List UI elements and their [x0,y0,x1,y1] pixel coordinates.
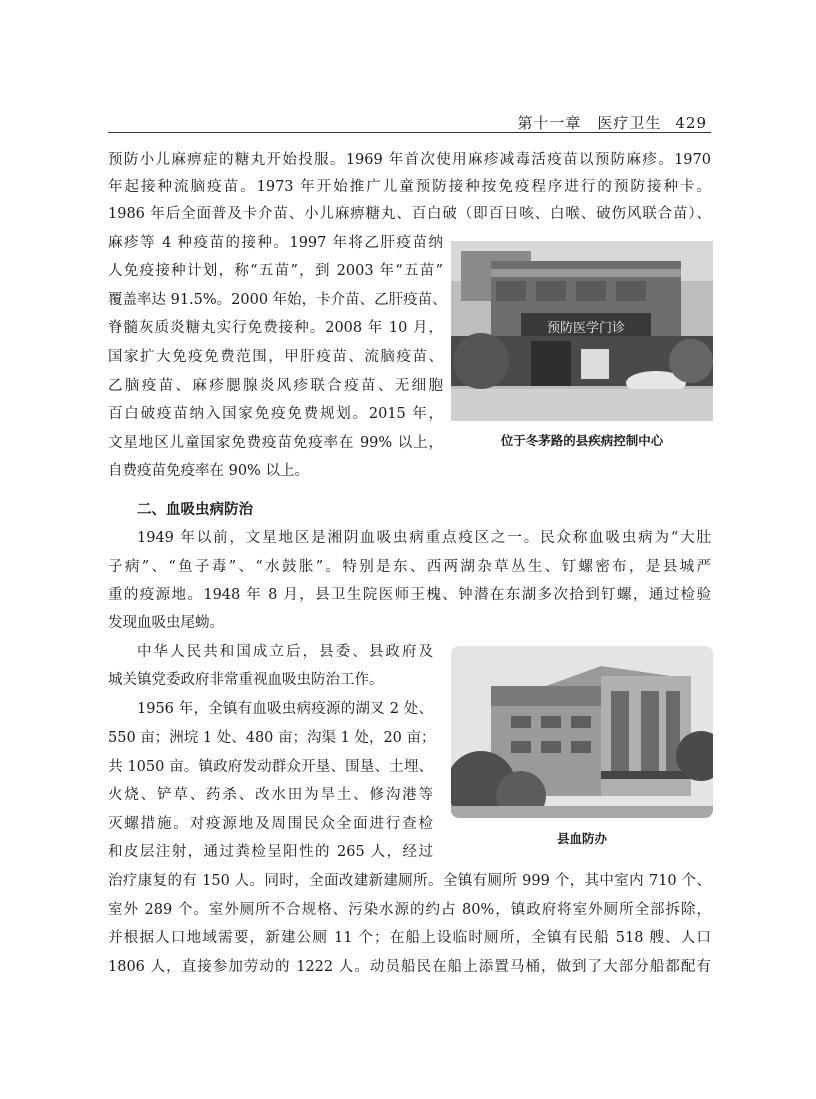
text-line: 治疗康复的有 150 人。同时，全面改建新建厕所。全镇有厕所 999 个，其中室内 710 个、 [108,873,711,889]
text-line: 1986 年后全面普及卡介苗、小儿麻痹糖丸、百白破（即百日咳、白喉、破伤风联合苗）、 [108,206,711,222]
text-line: 麻疹等 4 种疫苗的接种。1997 年将乙肝疫苗纳 [108,235,443,251]
running-head [517,112,707,133]
text-line: 1949 年以前，文星地区是湘阴血吸虫病重点疫区之一。民众称血吸虫病为“大肚 [137,530,711,546]
text-line: 灭螺措施。对疫源地及周围民众全面进行查检 [108,816,433,832]
text-line: 共 1050 亩。镇政府发动群众开垦、围垦、土埋、 [108,759,433,775]
text-line: 中华人民共和国成立后，县委、县政府及 [137,644,433,660]
text-line: 和皮层注射，通过粪检呈阳性的 265 人，经过 [108,844,433,860]
text-line: 550 亩；洲垸 1 处、480 亩；沟渠 1 处，20 亩； [108,730,436,746]
text-line: 1956 年，全镇有血吸虫病疫源的湖叉 2 处、 [137,701,433,717]
text-line: 重的疫源地。1948 年 8 月，县卫生院医师王槐、钟潜在东湖多次拾到钉螺，通过检验 [108,587,711,603]
cdc-building-photo [451,241,713,421]
section-heading: 二、血吸虫病防治 [137,502,253,518]
photo-caption: 位于冬茅路的县疾病控制中心 [500,433,664,448]
office-building-image [451,646,713,818]
text-line: 1806 人，直接参加劳动的 1222 人。动员船民在船上添置马桶，做到了大部分船都配有 [108,959,711,975]
text-line: 预防小儿麻痹症的糖丸开始投服。1969 年首次使用麻疹减毒活疫苗以预防麻疹。1970 [108,152,711,168]
photo-caption: 县血防办 [556,831,607,846]
text-line: 并根据人口地域需要，新建公厕 11 个；在船上设临时厕所，全镇有民船 518 艘、人口 [108,930,711,946]
text-line: 文星地区儿童国家免费疫苗免疫率在 99% 以上， [108,435,443,451]
text-line: 自费疫苗免疫率在 90% 以上。 [108,463,309,479]
text-line: 脊髓灰质炎糖丸实行免费接种。2008 年 10 月， [108,320,443,336]
text-line: 覆盖率达 91.5%。2000 年始，卡介苗、乙肝疫苗、 [108,292,447,308]
text-line: 火烧、铲草、药杀、改水田为旱土、修沟港等 [108,787,433,803]
text-line: 室外 289 个。室外厕所不合规格、污染水源的约占 80%，镇政府将室外厕所全部拆除， [108,902,711,918]
text-line: 年起接种流脑疫苗。1973 年开始推广儿童预防接种按免疫程序进行的预防接种卡。 [108,179,711,195]
cdc-building-image [451,241,713,421]
schistosomiasis-office-photo [451,646,713,818]
text-line: 百白破疫苗纳入国家免疫免费规划。2015 年， [108,406,443,422]
page-header [108,112,711,133]
text-line: 人免疫接种计划，称“五苗”，到 2003 年“五苗” [108,263,443,279]
text-line: 子病”、“鱼子毒”、“水鼓胀”。特别是东、西两湖杂草丛生、钉螺密布，是县城严 [108,559,711,575]
page-number: 429 [675,114,707,132]
text-line: 国家扩大免疫免费范围，甲肝疫苗、流脑疫苗、 [108,349,443,365]
chapter-title: 第十一章 医疗卫生 [517,114,662,132]
text-line: 城关镇党委政府非常重视血吸虫防治工作。 [108,672,384,688]
text-line: 乙脑疫苗、麻疹腮腺炎风疹联合疫苗、无细胞 [108,378,443,394]
clinic-sign-text: 预防医学门诊 [546,321,626,336]
text-line: 发现血吸虫尾蚴。 [108,615,224,631]
